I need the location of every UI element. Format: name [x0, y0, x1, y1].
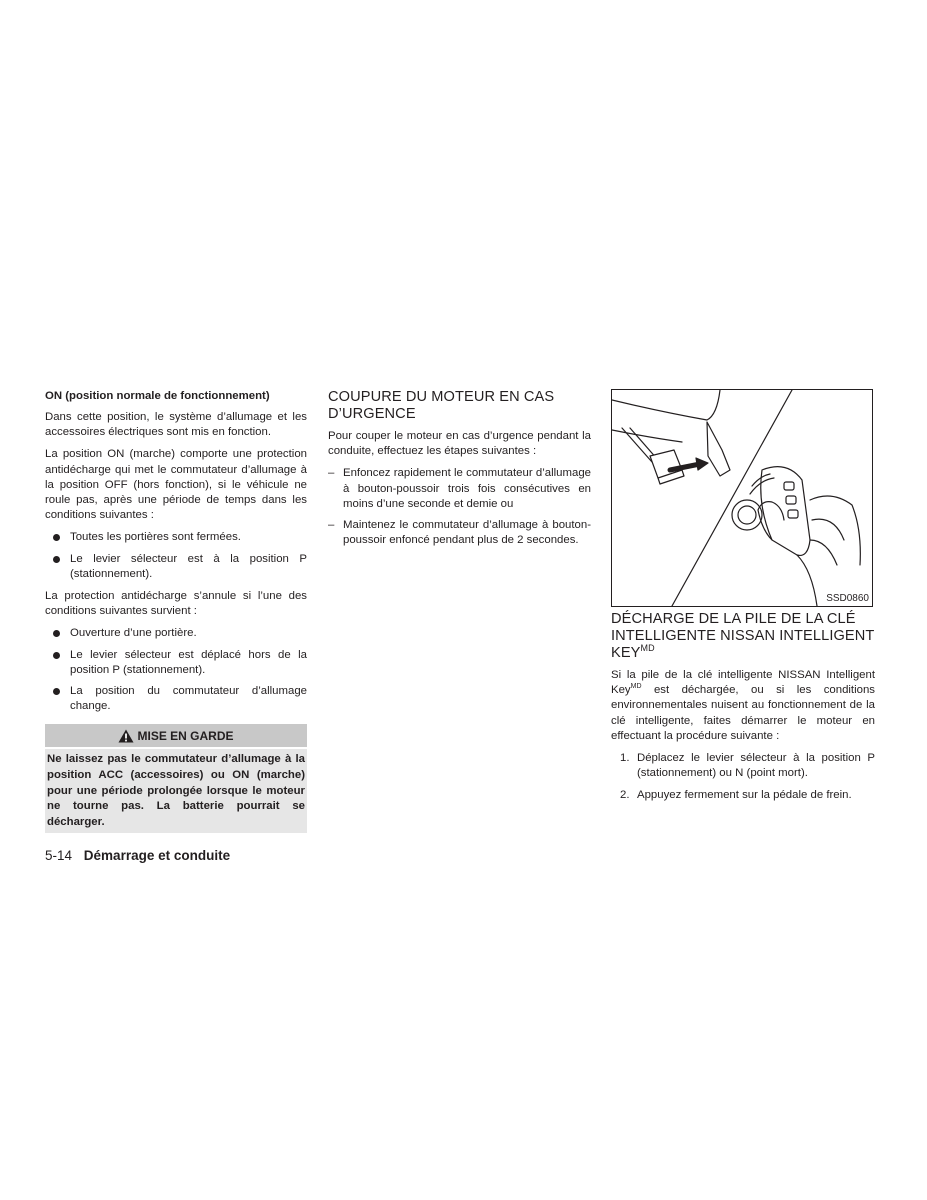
figure-code: SSD0860: [826, 593, 869, 604]
subheading-on-position: ON (position normale de fonctionnement): [45, 390, 270, 402]
paragraph-antidischarge: La position ON (marche) comporte une protection antidécharge qui met le commutateur d’allumage à la position OFF (hors fonction), si le véhicule ne roule pas, après une période de temps dans les conditions suivantes :: [45, 448, 307, 522]
bullet-item: La position du commutateur d’allumage change.: [45, 684, 307, 714]
section-title: Démarrage et conduite: [83, 848, 231, 863]
paragraph-emergency-intro: Pour couper le moteur en cas d’urgence pendant la conduite, effectuez les étapes suivantes :: [328, 430, 591, 458]
dash-list-emergency: [328, 466, 591, 548]
dash-item: – Enfoncez rapidement le commutateur d’allumage à bouton-poussoir trois fois consécutives en moins d’une seconde et demie ou: [328, 467, 591, 510]
bullet-dot-icon: [53, 556, 60, 563]
warning-text: Ne laissez pas le commutateur d’allumage à la position ACC (accessoires) ou ON (marche) pour une période prolongée lorsque le moteur ne tourne pas. La batterie pourrait se décharger.: [47, 753, 305, 828]
dash-item: – Maintenez le commutateur d’allumage à bouton-poussoir enfoncé pendant plus de 2 secondes.: [328, 519, 591, 547]
page-footer: [45, 848, 230, 864]
right-column: [611, 389, 875, 811]
paragraph-battery-intro: Si la pile de la clé intelligente NISSAN Intelligent Key$^{MD}$ est déchargée, ou si les conditions environnementales nuisent au fonctionnement de la clé intelligente, faites démarrer le moteur en effectuant la procédure suivante :: [611, 669, 875, 742]
page-number: 5-14: [45, 848, 73, 863]
warning-title: MISE EN GARDE: [137, 728, 234, 743]
bullet-list-conditions: [45, 530, 307, 582]
warning-box: [45, 724, 307, 833]
bullet-item: Le levier sélecteur est déplacé hors de la position P (stationnement).: [45, 648, 307, 678]
bullet-list-cancel: [45, 626, 307, 714]
left-column: [45, 389, 307, 833]
step-item: 1. Déplacez le levier sélecteur à la position P (stationnement) ou N (point mort).: [620, 752, 875, 780]
step-item: 2. Appuyez fermement sur la pédale de frein.: [620, 789, 852, 802]
warning-header: [45, 724, 307, 747]
numbered-steps: [611, 751, 875, 804]
key-fob-illustration: [612, 390, 872, 606]
paragraph-cancel-conditions: La protection antidécharge s’annule si l’une des conditions suivantes survient :: [45, 590, 307, 618]
middle-column: [328, 389, 591, 554]
bullet-dot-icon: [53, 688, 60, 695]
warning-body: [45, 749, 307, 833]
paragraph-on-description: Dans cette position, le système d’allumage et les accessoires électriques sont mis en fonction.: [45, 411, 307, 439]
figure-key-illustration: [611, 389, 873, 607]
bullet-dot-icon: [53, 652, 60, 659]
bullet-dot-icon: [53, 534, 60, 541]
bullet-item: Ouverture d’une portière.: [45, 626, 307, 641]
bullet-item: Toutes les portières sont fermées.: [45, 530, 307, 545]
bullet-dot-icon: [53, 630, 60, 637]
heading-battery-discharge: DÉCHARGE DE LA PILE DE LA CLÉ INTELLIGENTE NISSAN INTELLIGENT $KEY^{MD}$: [611, 611, 875, 661]
warning-triangle-icon: [118, 729, 134, 743]
heading-emergency-stop: COUPURE DU MOTEUR EN CAS D’URGENCE: [328, 389, 555, 422]
bullet-item: Le levier sélecteur est à la position P (stationnement).: [45, 552, 307, 582]
